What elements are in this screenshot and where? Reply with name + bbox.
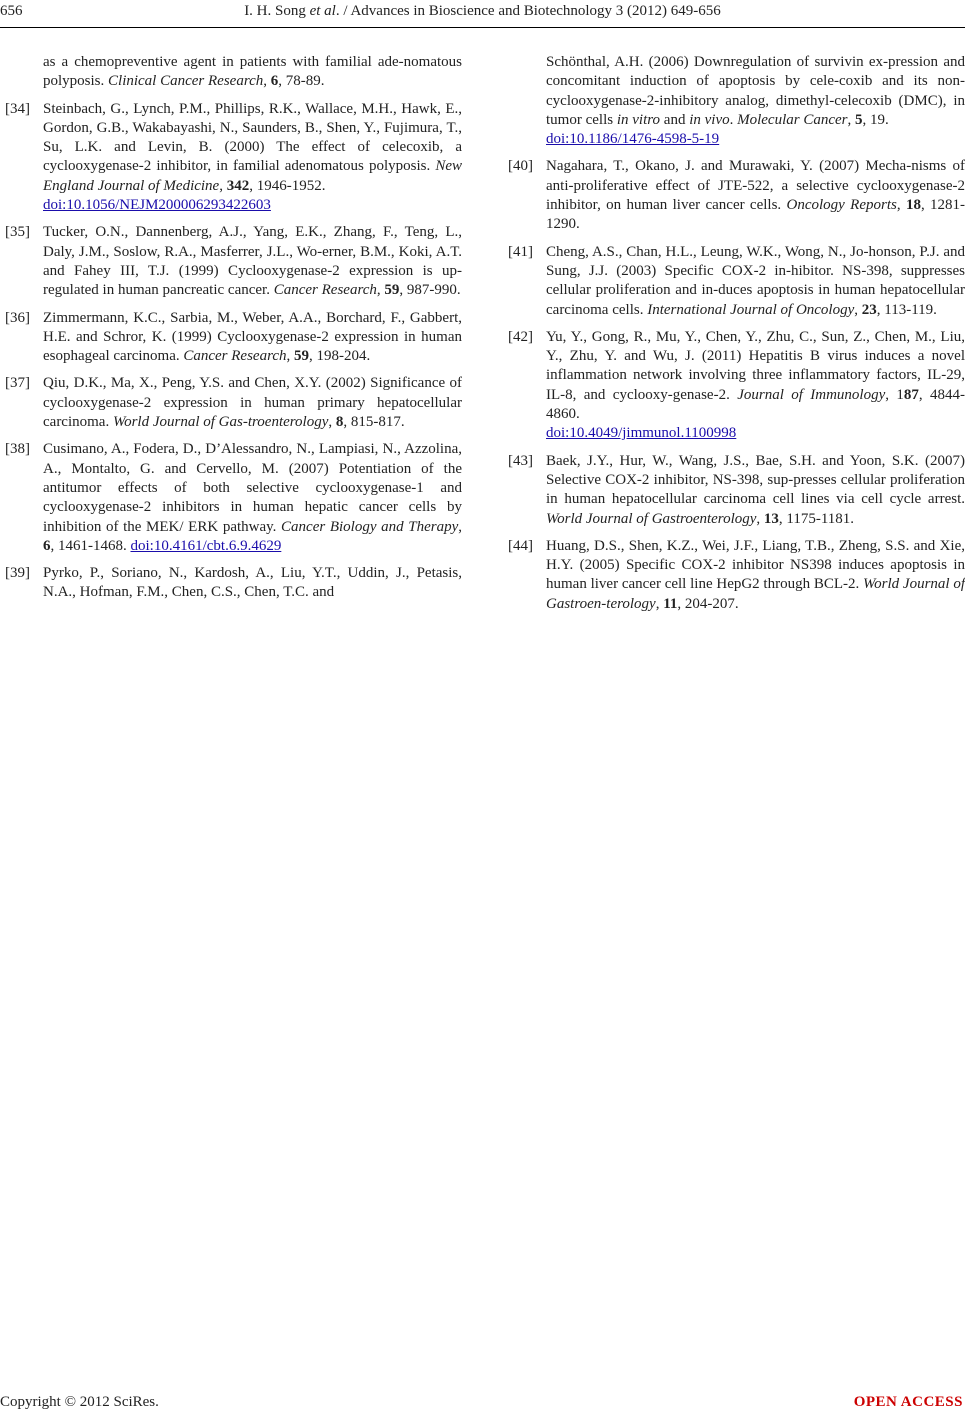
reference-text: Qiu, D.K., Ma, X., Peng, Y.S. and Chen, X.Y. (2002) Significance of cyclooxygenase-2 expression in human primary hepatocellular carcinoma. (43, 375, 462, 431)
reference-journal: World Journal of Gas-troenterology (112, 414, 329, 431)
reference-pages: , 204-207. (677, 595, 739, 612)
reference-journal: Cancer Research (273, 282, 377, 299)
running-title (0, 3, 965, 20)
reference-pages: , 1946-1952. (249, 177, 326, 194)
header-journal-line: . / Advances in Bioscience and Biotechnology 3 (2012) 649-656 (335, 3, 721, 19)
reference-pages: , 987-990. (399, 282, 461, 299)
reference-43 (508, 452, 965, 529)
reference-volume: 11 (663, 595, 678, 612)
reference-journal: Molecular Cancer (737, 111, 848, 128)
reference-pages: , 1461-1468. (50, 537, 131, 554)
reference-volume: 23 (861, 301, 877, 318)
reference-body (43, 374, 462, 432)
reference-sep: , (854, 301, 862, 318)
page-footer (0, 1392, 965, 1414)
reference-continued (5, 53, 462, 92)
reference-text: Tucker, O.N., Dannenberg, A.J., Yang, E.K., Zhang, F., Teng, L., Daly, J.M., Soslow, R.A., Masferrer, J.L., Wo-erner, B.M., Koki, A.T. and Fahey III, T.J. (1999) Cyclooxygenase-2 expression is up-regulated in human pancreatic cancer. (43, 224, 462, 299)
reference-text: Steinbach, G., Lynch, P.M., Phillips, R.K., Wallace, M.H., Hawk, E., Gordon, G.B., Wakabayashi, N., Saunders, B., Shen, Y., Fujimura, T., Su, L.K. and Levin, B. (2000) The effect of celecoxib, a cyclooxygenase-2 inhibitor, in familial adenomatous polyposis. (43, 100, 462, 175)
reference-text: Schönthal, A.H. (2006) Downregulation of survivin ex-pression and concomitant induction of apoptosis by cele-coxib and its non-cyclooxygenase-2-inhibitory analog, dimethyl-celecoxib (DMC), in tumor cells (546, 54, 965, 128)
reference-volume: 18 (905, 197, 921, 214)
reference-pages: , 113-119. (876, 301, 937, 318)
header-authors: I. H. Song (244, 3, 310, 19)
reference-sep: , (458, 518, 463, 535)
reference-sep: , (376, 282, 385, 299)
reference-sep: , (847, 111, 855, 128)
reference-volume: 59 (294, 348, 310, 365)
reference-italic-term: in vitro (616, 111, 661, 128)
reference-number: [36] (5, 309, 30, 326)
reference-journal: World Journal of Gastroenterology (546, 510, 757, 527)
reference-italic-term: in vivo (689, 111, 730, 128)
reference-body (43, 53, 462, 92)
reference-volume: 87 (903, 386, 919, 403)
reference-pages: , 1281-1290. (546, 197, 965, 233)
reference-text: Pyrko, P., Soriano, N., Kardosh, A., Liu, Y.T., Uddin, J., Petasis, N.A., Hofman, F.M., Chen, C.S., Chen, T.C. and (43, 565, 462, 601)
reference-volume: 8 (335, 414, 344, 431)
reference-body (43, 100, 462, 216)
reference-journal: Journal of Immunology (737, 386, 886, 403)
doi-link[interactable]: doi:10.1056/NEJM200006293422603 (43, 197, 271, 214)
reference-pages: , 78-89. (278, 73, 325, 90)
reference-number: [41] (508, 243, 533, 260)
left-column (5, 53, 462, 611)
reference-39 (5, 564, 462, 603)
reference-body (546, 452, 965, 529)
reference-volume: 59 (384, 282, 400, 299)
copyright-notice: Copyright © 2012 SciRes. (0, 1394, 159, 1410)
reference-40 (508, 157, 965, 234)
reference-sep: , (655, 595, 664, 612)
reference-body (43, 564, 462, 603)
reference-number: [43] (508, 452, 533, 469)
reference-text: Cusimano, A., Fodera, D., D’Alessandro, N., Lampiasi, N., Azzolina, A., Montalto, G. and Cervello, M. (2007) Potentiation of the antitumor effects of both selective cyclooxygenase-1 and cyclooxygenase-2 inhibitors in human hepatic cancer cells by inhibition of the MEK/ ERK pathway. (43, 441, 462, 535)
reference-journal: Oncology Reports (786, 197, 897, 214)
reference-number: [40] (508, 158, 533, 175)
doi-link[interactable]: doi:10.4049/jimmunol.1100998 (546, 425, 737, 442)
reference-sep: , 1 (885, 386, 904, 403)
reference-volume: 6 (270, 73, 279, 90)
reference-body (546, 537, 965, 614)
reference-body (43, 223, 462, 300)
reference-34 (5, 100, 462, 216)
reference-number: [35] (5, 224, 30, 241)
reference-number: [38] (5, 441, 30, 458)
reference-body (43, 440, 462, 556)
reference-pages: , 4844-4860. (546, 386, 965, 423)
open-access-label: OPEN ACCESS (853, 1394, 963, 1410)
reference-journal: Cancer Biology and Therapy (281, 518, 459, 535)
reference-38 (5, 440, 462, 556)
reference-body (546, 328, 965, 444)
reference-body (546, 53, 965, 149)
reference-sep: , (219, 177, 227, 194)
reference-42 (508, 328, 965, 444)
doi-link[interactable]: doi:10.4161/cbt.6.9.4629 (130, 537, 282, 554)
reference-volume: 5 (855, 111, 863, 128)
reference-body (43, 309, 462, 367)
header-rule (0, 27, 965, 28)
reference-41 (508, 243, 965, 320)
reference-37 (5, 374, 462, 432)
reference-number: [34] (5, 100, 30, 117)
reference-number: [42] (508, 328, 533, 345)
reference-36 (5, 309, 462, 367)
reference-journal: New England Journal of Medicine (43, 158, 462, 194)
page-number: 656 (0, 3, 23, 19)
doi-link[interactable]: doi:10.1186/1476-4598-5-19 (546, 131, 720, 148)
right-column (508, 53, 965, 622)
reference-pages: , 198-204. (309, 348, 371, 365)
reference-44 (508, 537, 965, 614)
running-header (0, 0, 965, 30)
reference-sep: , (328, 414, 336, 431)
reference-continued (508, 53, 965, 149)
reference-text: Yu, Y., Gong, R., Mu, Y., Chen, Y., Zhu, C., Sun, Z., Chen, M., Liu, Y., Zhu, Y. and Wu, J. (2011) Hepatitis B virus induces a novel inflammation network involving three inflammatory factors, IL-29, IL-8, and cyclooxy-genase-2. (546, 328, 965, 403)
reference-sep: , (286, 348, 295, 365)
reference-journal: World Journal of Gastroen-terology (546, 576, 965, 612)
reference-text: Cheng, A.S., Chan, H.L., Leung, W.K., Wong, N., Jo-honson, P.J. and Sung, J.J. (2003) Specific COX-2 in-hibitor. NS-398, suppresses cellular proliferation and in-duces apoptosis in human hepatocellular carcinoma cells. (546, 243, 965, 318)
reference-volume: 342 (226, 177, 250, 194)
reference-text: as a chemopreventive agent in patients with familial ade-nomatous polyposis. (43, 54, 462, 90)
reference-text: Baek, J.Y., Hur, W., Wang, J.S., Bae, S.H. and Yoon, S.K. (2007) Selective COX-2 inhibitor, NS-398, sup-presses cellular proliferation in human hepatocellular carcinoma cell lines via cell cycle arrest. (546, 452, 965, 508)
reference-text: Zimmermann, K.C., Sarbia, M., Weber, A.A., Borchard, F., Gabbert, H.E. and Schror, K. (1999) Cyclooxygenase-2 expression in human esophageal carcinoma. (43, 309, 462, 365)
reference-text: and (660, 111, 690, 128)
reference-pages: , 815-817. (343, 414, 405, 431)
reference-journal: Cancer Research (183, 348, 287, 365)
reference-sep: , (756, 510, 764, 527)
reference-volume: 13 (763, 510, 779, 527)
reference-sep: , (263, 73, 271, 90)
reference-pages: , 1175-1181. (778, 510, 855, 527)
header-etal: et al (309, 3, 336, 19)
reference-journal: International Journal of Oncology (647, 301, 855, 318)
reference-number: [44] (508, 537, 533, 554)
reference-sep: , (896, 197, 906, 214)
reference-volume: 6 (43, 537, 51, 554)
reference-sep: . (729, 111, 738, 128)
reference-number: [39] (5, 565, 30, 582)
reference-body (546, 157, 965, 234)
reference-35 (5, 223, 462, 300)
reference-journal: Clinical Cancer Research (108, 73, 264, 90)
reference-number: [37] (5, 375, 30, 392)
reference-text: Huang, D.S., Shen, K.Z., Wei, J.F., Liang, T.B., Zheng, S.S. and Xie, H.Y. (2005) Specific COX-2 inhibitor NS398 induces apoptosis in human liver cancer cell line HepG2 through BCL-2. (546, 537, 965, 593)
reference-text: Nagahara, T., Okano, J. and Murawaki, Y. (2007) Mecha-nisms of anti-proliferative effect of JTE-522, a selective cyclooxygenase-2 inhibitor, on human liver cancer cells. (546, 158, 965, 214)
reference-body (546, 243, 965, 320)
reference-pages: , 19. (862, 111, 889, 128)
